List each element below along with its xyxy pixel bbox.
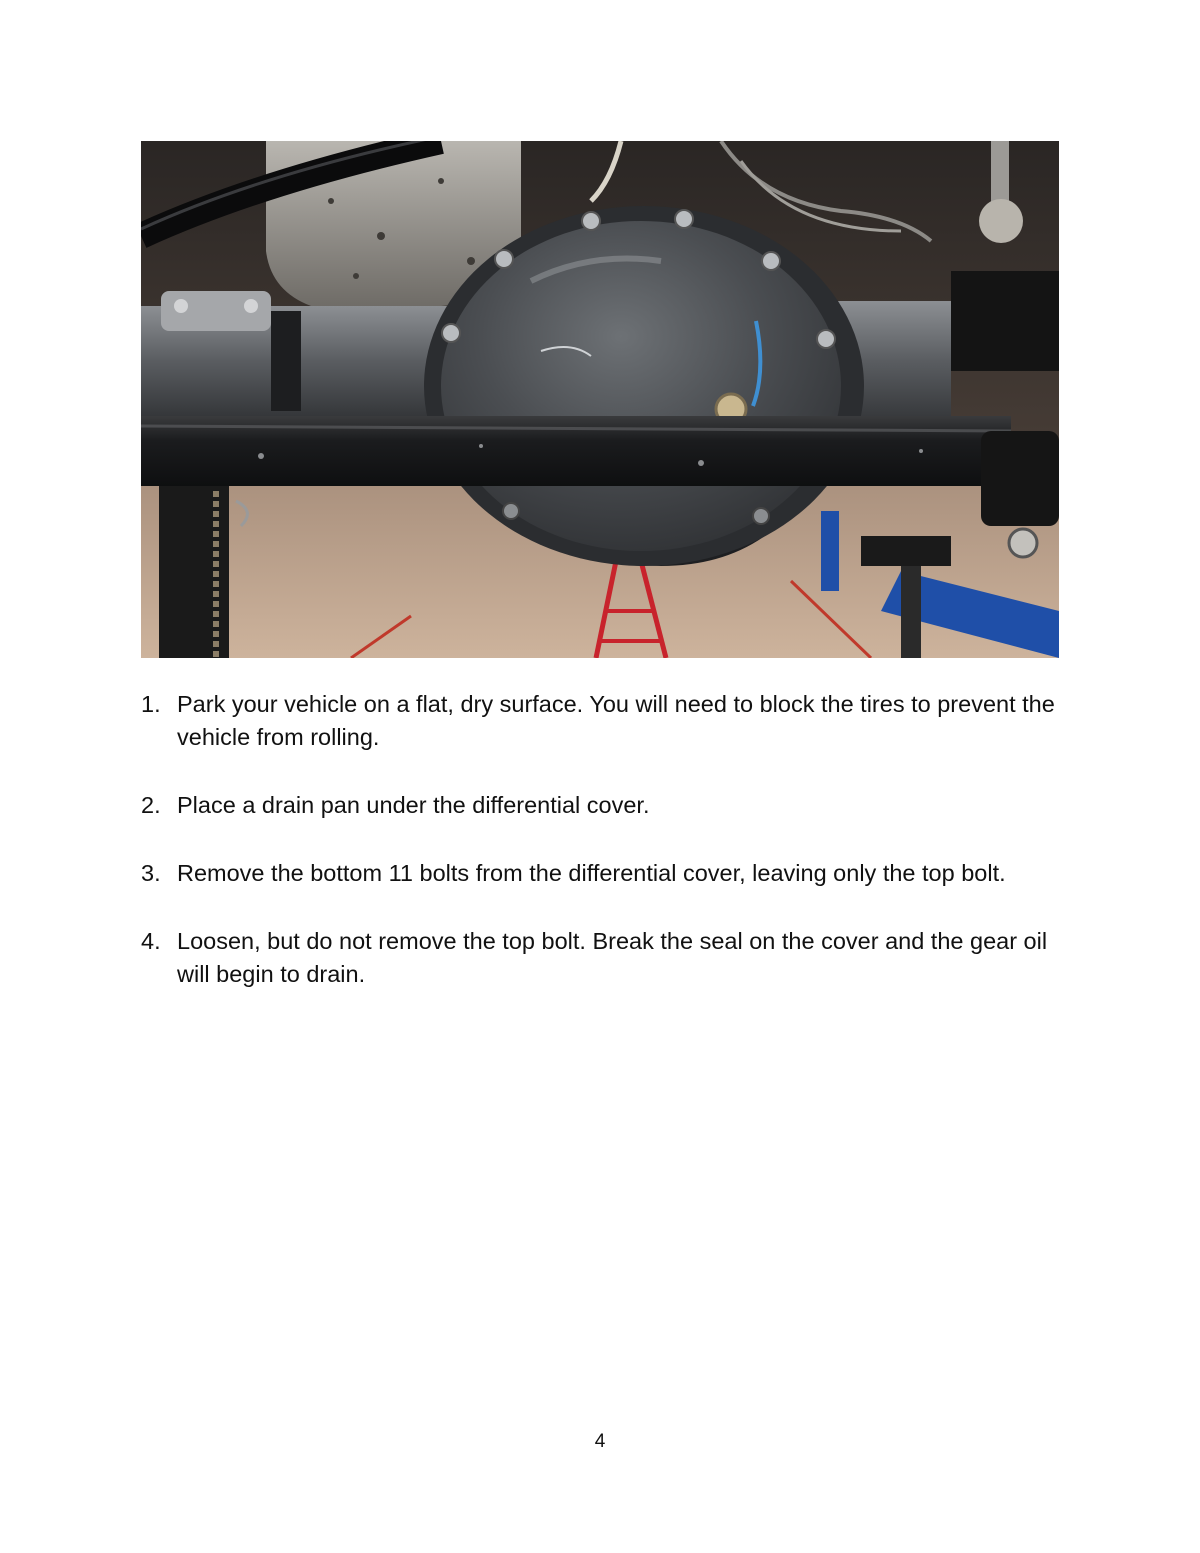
step-4 [141,925,1059,991]
differential-cover [441,221,841,551]
step-4-number: 4. [141,928,161,954]
instruction-steps [141,688,1059,1026]
step-1 [141,688,1059,754]
leaf-spring-mount [951,271,1059,371]
shock-eye [979,199,1023,243]
step-1-number: 1. [141,691,161,717]
step-1-text: Park your vehicle on a flat, dry surface. You will need to block the tires to prevent the vehicle from rolling. [177,691,1055,750]
step-2-number: 2. [141,792,161,818]
step-3-number: 3. [141,860,161,886]
step-3-text: Remove the bottom 11 bolts from the differential cover, leaving only the top bolt. [177,860,1006,886]
step-2-text: Place a drain pan under the differential cover. [177,792,650,818]
differential-photo-illustration [141,141,1059,658]
step-4-text: Loosen, but do not remove the top bolt. Break the seal on the cover and the gear oil will begin to drain. [177,928,1048,987]
tube-end-bracket [981,431,1059,526]
page-number: 4 [594,1431,606,1452]
differential-photo [141,141,1059,658]
step-3 [141,857,1059,890]
bracket-nut [1009,529,1037,557]
step-2 [141,789,1059,822]
